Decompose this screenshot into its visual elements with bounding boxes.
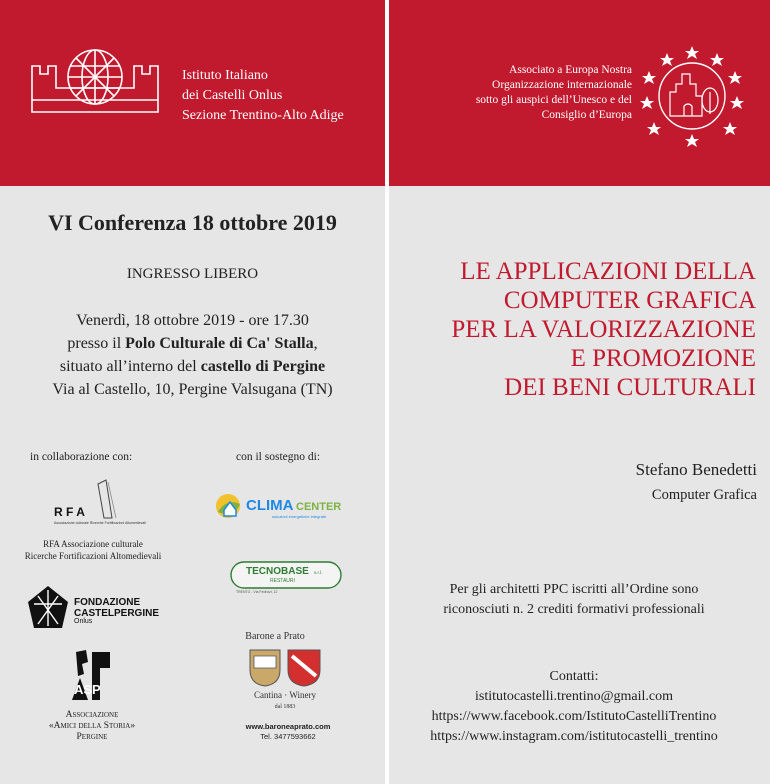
talk-title xyxy=(396,257,756,402)
event-date-time: Venerdì, 18 ottobre 2019 - ore 17.30 xyxy=(76,312,309,329)
credits-notice xyxy=(389,580,759,620)
rfa-caption xyxy=(12,538,174,562)
right-header-line-4: Consiglio d’Europa xyxy=(541,109,632,121)
tecnobase-suffix: s.r.l. xyxy=(314,570,323,575)
right-header-line-1: Associato a Europa Nostra xyxy=(509,64,632,76)
tecnobase-logo xyxy=(230,561,342,595)
castelpergine-name-line-1: FONDAZIONE xyxy=(74,597,141,608)
entry-notice: INGRESSO LIBERO xyxy=(126,266,259,282)
left-header-line-2: dei Castelli Onlus xyxy=(182,88,283,103)
speaker-name: Stefano Benedetti xyxy=(635,460,757,479)
rfa-caption-line-2: Ricerche Fortificazioni Altomedievali xyxy=(24,551,162,561)
credits-line-1: Per gli architetti PPC iscritti all’Ordine sono xyxy=(449,582,699,597)
amici-caption-line-1: Associazione xyxy=(65,710,119,720)
location-prefix: situato all’interno del xyxy=(59,358,201,375)
collaboration-label: in collaborazione con: xyxy=(30,451,133,463)
rfa-logo-text: R F A xyxy=(54,505,85,519)
castelpergine-name-line-2: CASTELPERGINE xyxy=(74,608,160,619)
climacenter-name-b: CENTER xyxy=(296,501,342,513)
right-header-org xyxy=(432,63,632,123)
amici-caption-line-2: «Amici della Storia» xyxy=(48,721,136,731)
barone-title: Barone a Prato xyxy=(245,631,305,642)
contacts-label: Contatti: xyxy=(549,669,599,684)
contact-email[interactable]: istitutocastelli.trentino@gmail.com xyxy=(475,689,673,704)
talk-title-line-1: LE APPLICAZIONI DELLA xyxy=(460,258,756,285)
contacts-block xyxy=(389,667,759,747)
tecnobase-address: TRENTO - Via Fedrizzi, 12 xyxy=(236,590,278,594)
globe-crown-icon xyxy=(28,44,162,119)
castelpergine-name xyxy=(74,597,159,619)
credits-line-2: riconosciuti n. 2 crediti formativi professionali xyxy=(443,602,705,617)
castelpergine-logo-icon xyxy=(24,584,72,630)
left-header-line-1: Istituto Italiano xyxy=(182,68,268,83)
climacenter-logo xyxy=(212,490,362,522)
talk-title-line-3: PER LA VALORIZZAZIONE xyxy=(451,316,756,343)
right-header-line-3: sotto gli auspici dell’Unesco e del xyxy=(475,94,632,106)
barone-winery: Cantina · Winery xyxy=(254,690,316,700)
location-name: castello di Pergine xyxy=(200,358,326,375)
venue-line xyxy=(0,332,385,355)
venue-block xyxy=(0,309,385,401)
venue-name: Polo Culturale di Ca' Stalla xyxy=(125,335,314,352)
castelpergine-sub: Onlus xyxy=(74,618,93,625)
barone-tel: Tel. 3477593662 xyxy=(260,732,316,741)
barone-shields-icon xyxy=(248,646,324,688)
barone-since: dal 1883 xyxy=(274,704,296,710)
climacenter-name-a: CLIMA xyxy=(246,497,294,514)
contact-facebook-link[interactable]: https://www.facebook.com/IstitutoCastelliTrentino xyxy=(431,709,717,724)
rfa-logo-subtext: Associazione culturale Ricerche Fortificazioni Altomedievali xyxy=(54,521,146,525)
europa-nostra-emblem-icon xyxy=(640,44,744,148)
barone-url: www.baroneaprato.com xyxy=(245,722,331,731)
rfa-caption-line-1: RFA Associazione culturale xyxy=(43,539,143,549)
amici-logo-text: ASP xyxy=(74,682,101,697)
rfa-logo xyxy=(52,478,146,530)
location-line xyxy=(0,355,385,378)
conference-title: VI Conferenza 18 ottobre 2019 xyxy=(48,210,337,235)
left-header-line-3: Sezione Trentino-Alto Adige xyxy=(182,108,344,123)
event-address: Via al Castello, 10, Pergine Valsugana (TN) xyxy=(52,381,333,398)
talk-title-line-5: DEI BENI CULTURALI xyxy=(504,374,756,401)
talk-title-line-2: COMPUTER GRAFICA xyxy=(503,287,756,314)
talk-title-line-4: E PROMOZIONE xyxy=(570,345,756,372)
right-header-line-2: Organizzazione internazionale xyxy=(492,79,632,91)
venue-suffix: , xyxy=(313,335,318,352)
left-header-org xyxy=(182,66,344,126)
amici-caption-line-3: Pergine xyxy=(76,732,108,742)
support-label: con il sostegno di: xyxy=(236,451,321,463)
amici-storia-logo xyxy=(70,648,116,704)
tecnobase-sub: RESTAURI xyxy=(270,578,295,584)
venue-prefix: presso il xyxy=(67,335,126,352)
contact-instagram-link[interactable]: https://www.instagram.com/istitutocastelli_trentino xyxy=(430,729,718,744)
speaker-role: Computer Grafica xyxy=(651,487,757,503)
tecnobase-name: TECNOBASE xyxy=(246,566,309,577)
amici-caption xyxy=(22,710,162,743)
climacenter-tagline: soluzioni energetiche integrate xyxy=(272,514,327,519)
